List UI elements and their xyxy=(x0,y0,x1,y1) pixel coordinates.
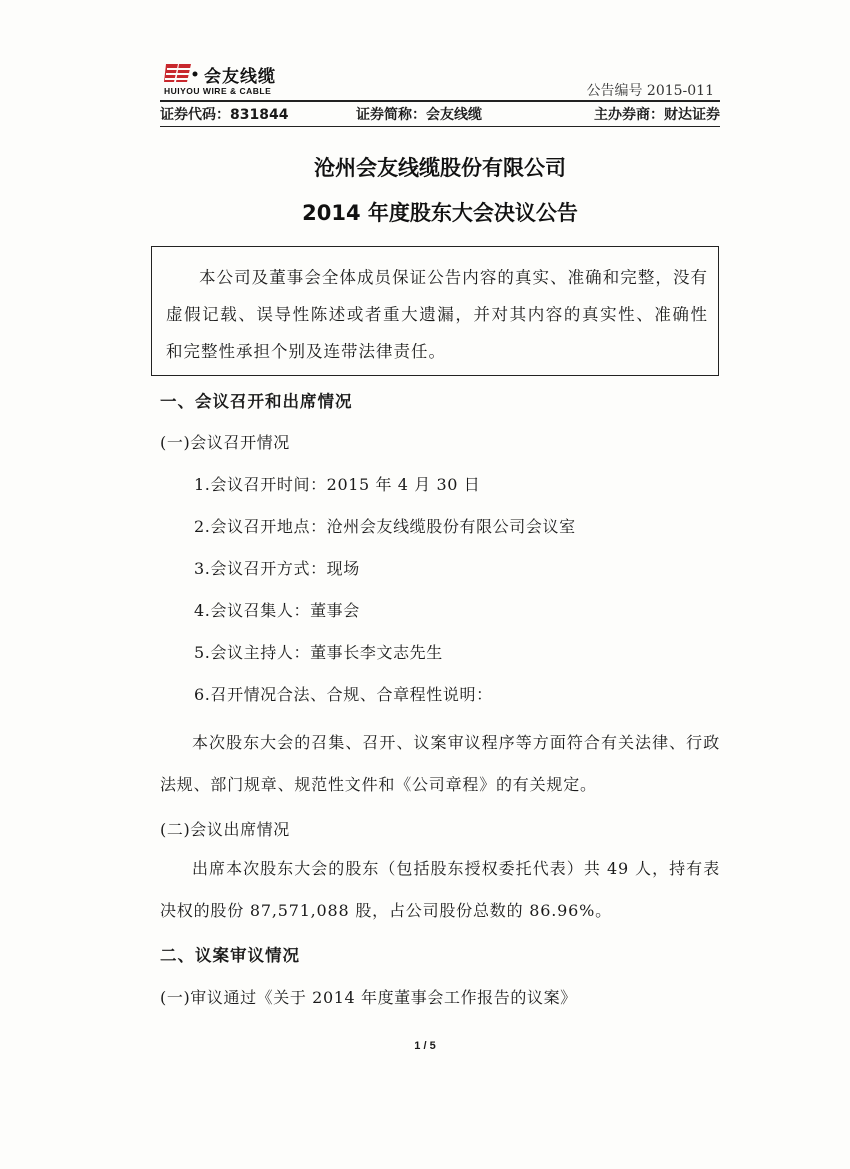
huiyou-logo-icon xyxy=(164,60,198,86)
company-logo xyxy=(164,60,324,98)
stock-short-name: 证券简称：会友线缆 xyxy=(356,107,482,123)
list-item: 4.会议召集人：董事会 xyxy=(194,601,360,620)
subsection-heading: (一)会议召开情况 xyxy=(160,433,290,452)
section-heading: 一、会议召开和出席情况 xyxy=(160,392,353,411)
logo-english-name: HUIYOU WIRE & CABLE xyxy=(164,86,272,96)
page-number: 1 / 5 xyxy=(414,1040,436,1052)
list-item: 5.会议主持人：董事长李文志先生 xyxy=(194,643,443,662)
company-title: 沧州会友线缆股份有限公司 xyxy=(314,156,566,180)
attendance-paragraph: 出席本次股东大会的股东（包括股东授权委托代表）共 49 人，持有表决权的股份 87,571,088 股，占公司股份总数的 86.96%。 xyxy=(160,859,720,920)
logo-chinese-name: 会友线缆 xyxy=(204,67,276,87)
compliance-paragraph: 本次股东大会的召集、召开、议案审议程序等方面符合有关法律、行政法规、部门规章、规范性文件和《公司章程》的有关规定。 xyxy=(160,733,720,794)
list-item: 6.召开情况合法、合规、合章程性说明： xyxy=(194,685,493,704)
subsection-heading: (一)审议通过《关于 2014 年度董事会工作报告的议案》 xyxy=(160,988,577,1007)
header-divider xyxy=(160,100,720,102)
announcement-number: 公告编号 2015-011 xyxy=(586,83,714,99)
header-divider-thin xyxy=(160,126,720,127)
sponsor-broker: 主办券商：财达证券 xyxy=(594,107,720,123)
list-item: 2.会议召开地点：沧州会友线缆股份有限公司会议室 xyxy=(194,517,576,536)
disclaimer-box: 本公司及董事会全体成员保证公告内容的真实、准确和完整，没有虚假记载、误导性陈述或者重大遗漏，并对其内容的真实性、准确性和完整性承担个别及连带法律责任。 xyxy=(151,246,719,376)
list-item: 3.会议召开方式：现场 xyxy=(194,559,360,578)
list-item: 1.会议召开时间：2015 年 4 月 30 日 xyxy=(194,475,481,494)
stock-code: 证券代码：831844 xyxy=(160,107,289,123)
document-title: 2014 年度股东大会决议公告 xyxy=(302,201,578,225)
subsection-heading: (二)会议出席情况 xyxy=(160,820,290,839)
section-heading: 二、议案审议情况 xyxy=(160,946,300,965)
header-info-row xyxy=(160,104,720,124)
